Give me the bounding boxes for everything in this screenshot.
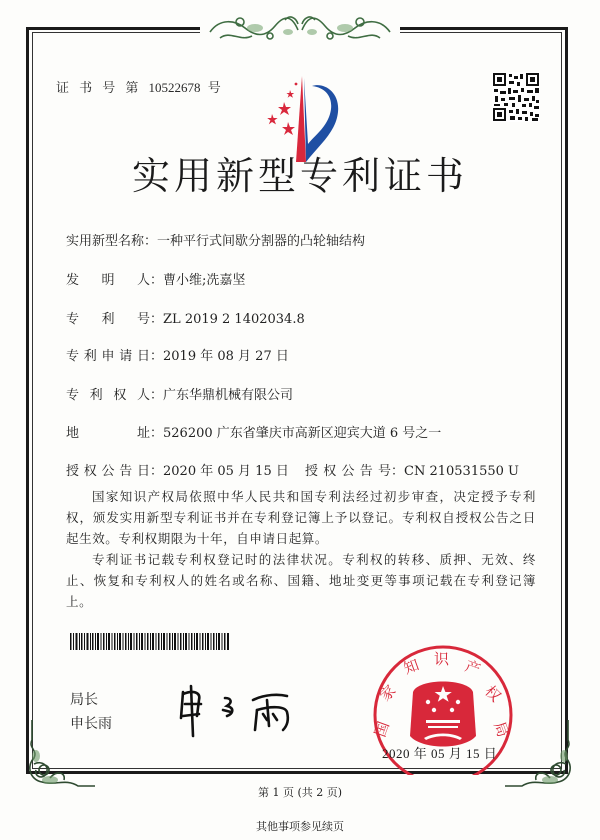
handwritten-signature-icon — [175, 680, 305, 740]
body-paragraph-grant: 国家知识产权局依照中华人民共和国专利法经过初步审查，决定授予专利权，颁发实用新型专利证书并在专利登记簿上予以登记。专利权自授权公告之日起生效。专利权期限为十年，自申请日起算。 — [66, 489, 536, 546]
field-utility-model-name — [66, 230, 365, 249]
top-ornament-icon — [200, 8, 400, 48]
field-value: 2020 年 05 月 15 日 — [163, 464, 289, 479]
field-application-date — [66, 345, 289, 364]
field-colon: ： — [150, 388, 164, 403]
field-label: 地址 — [66, 426, 150, 441]
body-paragraph-legal-status: 专利证书记载专利权登记时的法律状况。专利权的转移、质押、无效、终止、恢复和专利权人的姓名或名称、国籍、地址变更等事项记载在专利登记簿上。 — [66, 552, 536, 609]
field-value: 曹小维;冼嘉坚 — [163, 273, 246, 288]
field-value: 一种平行式间歇分割器的凸轮轴结构 — [157, 234, 366, 249]
field-label: 授权公告号 — [305, 464, 391, 479]
svg-text:家: 家 — [376, 681, 400, 705]
footer-note: 其他事项参见续页 — [256, 820, 344, 833]
certificate-number-value: 10522678 — [148, 80, 201, 95]
svg-text:局: 局 — [490, 719, 513, 740]
svg-text:国: 国 — [370, 719, 393, 740]
certificate-number-suffix: 号 — [207, 81, 224, 96]
field-address — [66, 422, 441, 441]
field-colon: ： — [150, 312, 164, 327]
svg-text:产: 产 — [462, 656, 483, 679]
field-value: 526200 广东省肇庆市高新区迎宾大道 6 号之一 — [163, 426, 442, 441]
field-value: 广东华鼎机械有限公司 — [163, 388, 294, 403]
field-colon: ： — [391, 464, 405, 479]
field-colon: ： — [150, 349, 164, 364]
field-colon: ： — [150, 464, 164, 479]
svg-text:权: 权 — [481, 682, 505, 706]
field-grant-announcement-date — [66, 460, 289, 479]
svg-text:知: 知 — [401, 655, 422, 678]
barcode-icon — [70, 633, 230, 650]
field-label: 授权公告日 — [66, 464, 150, 479]
field-value: ZL 2019 2 1402034.8 — [163, 312, 305, 327]
seal-date: 2020 年 05 月 15 日 — [382, 746, 498, 761]
field-patent-number — [66, 308, 305, 327]
field-inventor — [66, 269, 245, 288]
field-label: 专利号 — [66, 312, 150, 327]
field-label: 发明人 — [66, 273, 150, 288]
field-patentee — [66, 384, 293, 403]
field-value: 2019 年 08 月 27 日 — [163, 349, 289, 364]
field-label: 专利申请日 — [66, 349, 150, 364]
field-colon: ： — [144, 234, 158, 249]
certificate-number-prefix: 证 书 号 第 — [56, 81, 142, 96]
svg-text:识: 识 — [434, 650, 450, 668]
field-label: 实用新型名称 — [66, 234, 145, 249]
field-value: CN 210531550 U — [404, 464, 519, 479]
field-colon: ： — [150, 273, 164, 288]
certificate-title: 实用新型专利证书 — [131, 154, 468, 198]
director-name: 申长雨 — [70, 716, 112, 732]
field-grant-announcement-number — [305, 460, 519, 479]
field-label: 专利权人 — [66, 388, 150, 403]
director-title: 局长 — [70, 692, 98, 708]
certificate-number — [56, 77, 224, 96]
field-colon: ： — [150, 426, 164, 441]
qr-code-icon[interactable] — [492, 72, 540, 122]
page-indicator: 第 1 页 (共 2 页) — [257, 786, 343, 799]
